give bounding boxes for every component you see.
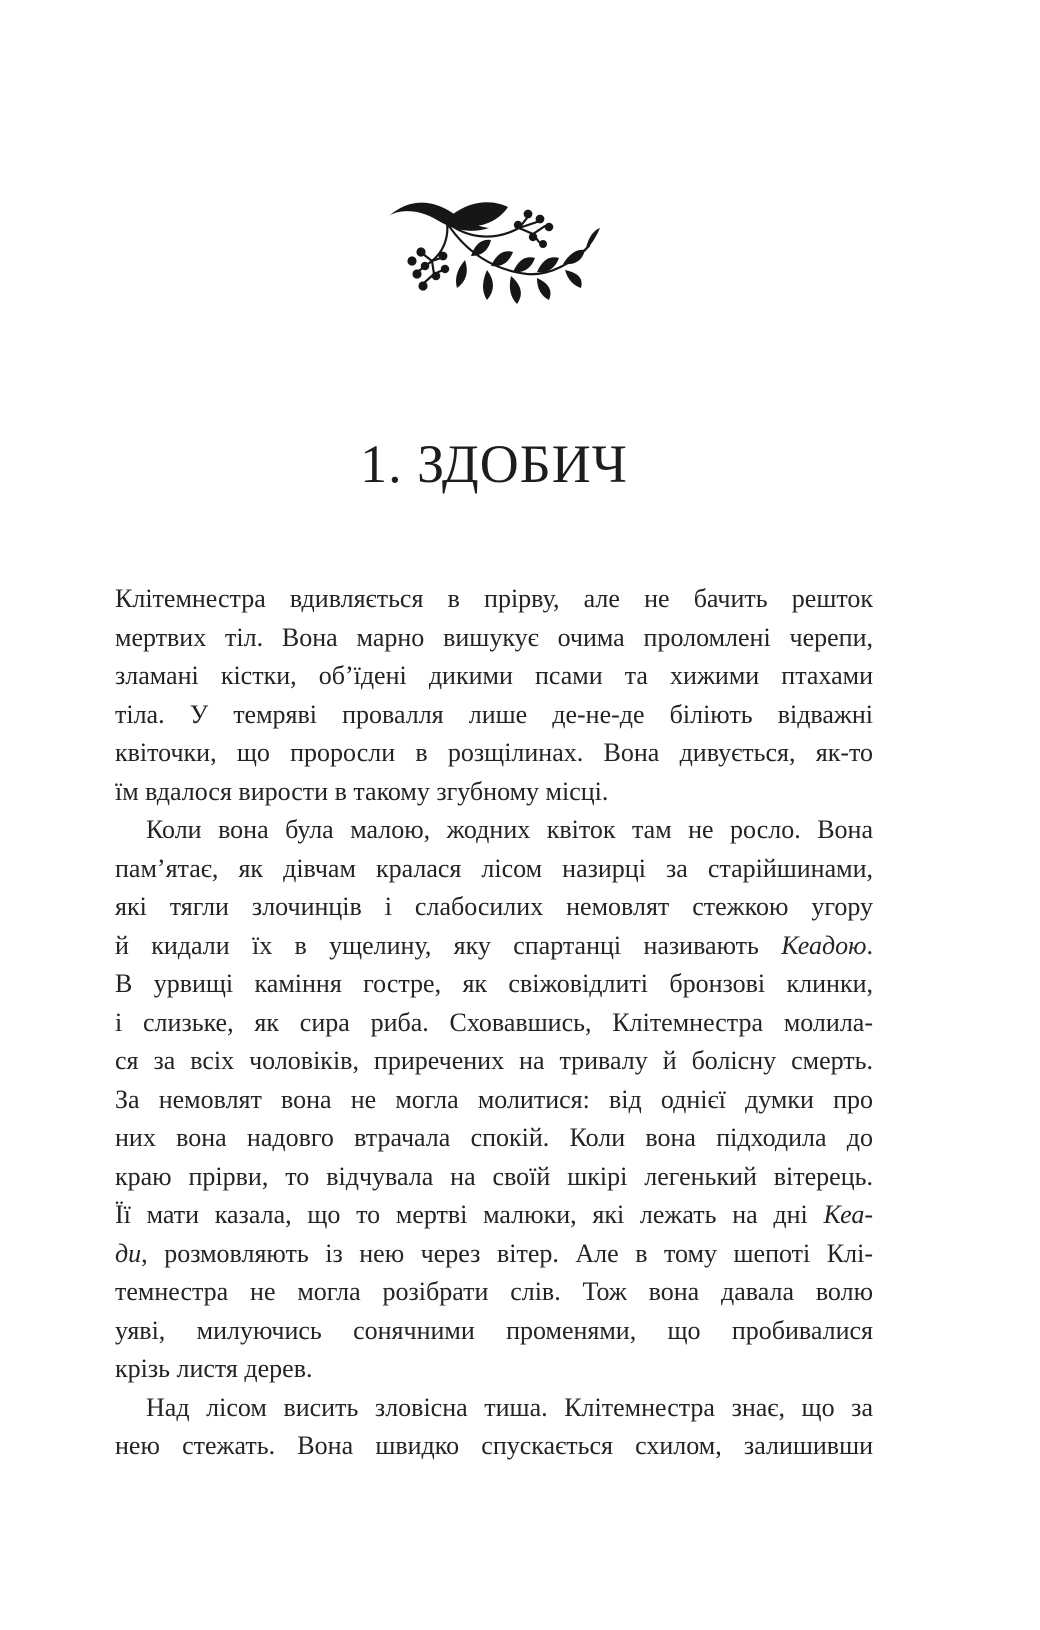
italic-term: ди [115, 1238, 142, 1268]
text-line: тіла. У темряві провалля лише де-не-де біліють відважні [115, 699, 873, 729]
body-text [115, 580, 873, 1466]
text-line: Коли вона була малою, жодних квіток там не росло. Вона [146, 815, 873, 844]
leaflets [456, 228, 600, 304]
chapter-heading: 1. ЗДОБИЧ [360, 434, 628, 495]
text-line: Над лісом висить зловісна тиша. Клітемнестра знає, що за [146, 1392, 873, 1422]
floral-branch-icon [387, 196, 601, 306]
text-line: нею стежать. Вона швидко спускається схилом, залишивши [115, 1431, 873, 1460]
text-line: квіточки, що проросли в розщілинах. Вона дивується, як-то [115, 738, 873, 767]
text-line: В урвищі каміння гостре, як свіжовідлиті бронзові клинки, [115, 969, 873, 998]
text-line: пам’ятає, як дівчам кралася лісом назирці за старійшинами, [115, 853, 873, 883]
italic-term: Кеадою [781, 930, 867, 960]
text-line: мертвих тіл. Вона марно вишукує очима проломлені черепи, [115, 622, 873, 652]
text-line: темнестра не могла розібрати слів. Тож вона давала волю [115, 1277, 873, 1306]
text-line: і слизьке, як сира риба. Сховавшись, Клітемнестра молила- [115, 1007, 873, 1037]
text-line: ди, розмовляють із нею через вітер. Але в тому шепоті Клі- [115, 1238, 873, 1268]
text-line: крізь листя дерев. [115, 1354, 313, 1383]
text-line: ся за всіх чоловіків, приречених на тривалу й болісну смерть. [115, 1046, 873, 1075]
text-line: Клітемнестра вдивляється в прірву, але не бачить решток [115, 584, 873, 613]
text-line: їм вдалося вирости в такому згубному місці. [115, 776, 609, 806]
text-line: й кидали їх в ущелину, яку спартанці називають Кеадою. [115, 930, 873, 960]
italic-term: Кеа- [823, 1200, 873, 1229]
text-line: За немовлят вона не могла молитися: від однієї думки про [115, 1084, 873, 1114]
text-line: зламані кістки, об’їдені дикими псами та хижими птахами [115, 661, 873, 690]
text-line: Її мати казала, що то мертві малюки, які лежать на дні Кеа- [115, 1200, 873, 1229]
text-line: них вона надовго втрачала спокій. Коли вона підходила до [115, 1123, 873, 1152]
text-line: краю прірви, то відчувала на своїй шкірі легенький вітерець. [115, 1161, 873, 1191]
text-line: які тягли злочинців і слабосилих немовлят стежкою угору [115, 892, 873, 921]
text-line: уяві, милуючись сонячними променями, що пробивалися [115, 1315, 873, 1345]
